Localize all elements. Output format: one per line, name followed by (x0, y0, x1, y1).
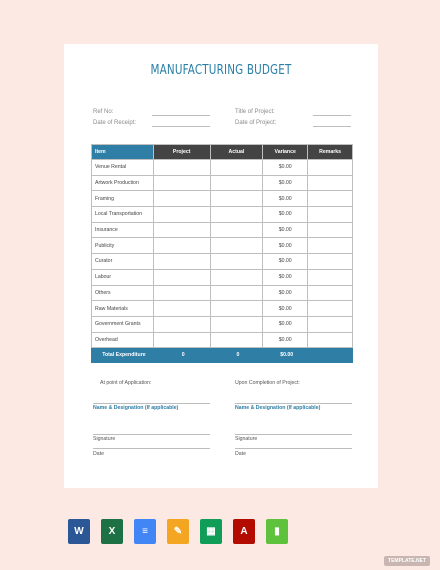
header-actual: Actual (210, 145, 263, 160)
right-signature-label: Signature (235, 436, 258, 442)
variance-cell: $0.00 (263, 254, 308, 270)
total-label-cell: Total Expenditure (92, 348, 154, 363)
project-cell[interactable] (153, 332, 210, 348)
google-sheets-icon[interactable]: ▦ (200, 519, 222, 544)
left-name-designation-label: Name & Designation (If applicable) (93, 405, 179, 411)
variance-cell: $0.00 (263, 269, 308, 285)
variance-cell: $0.00 (263, 160, 308, 176)
title-of-project-label: Title of Project: (235, 109, 275, 115)
remarks-cell[interactable] (308, 269, 353, 285)
project-cell[interactable] (153, 238, 210, 254)
remarks-cell[interactable] (308, 222, 353, 238)
budget-document (64, 44, 378, 488)
document-title: MANUFACTURING BUDGET (150, 63, 292, 78)
actual-cell[interactable] (210, 191, 263, 207)
table-row (92, 191, 353, 207)
right-date-label: Date (235, 451, 246, 457)
variance-cell: $0.00 (263, 316, 308, 332)
header-remarks: Remarks (308, 145, 353, 160)
remarks-cell[interactable] (308, 301, 353, 317)
budget-table (91, 144, 353, 363)
project-cell[interactable] (153, 191, 210, 207)
remarks-cell[interactable] (308, 175, 353, 191)
actual-cell[interactable] (210, 316, 263, 332)
actual-cell[interactable] (210, 269, 263, 285)
variance-cell: $0.00 (263, 191, 308, 207)
remarks-cell[interactable] (308, 191, 353, 207)
variance-cell: $0.00 (263, 332, 308, 348)
actual-cell[interactable] (210, 160, 263, 176)
item-cell: Overhead (92, 332, 154, 348)
remarks-cell[interactable] (308, 285, 353, 301)
right-date-line[interactable] (235, 448, 352, 449)
table-row (92, 175, 353, 191)
remarks-cell[interactable] (308, 332, 353, 348)
table-row (92, 332, 353, 348)
remarks-cell[interactable] (308, 207, 353, 223)
left-name-line[interactable] (93, 403, 210, 404)
item-cell: Insurance (92, 222, 154, 238)
right-signature-line[interactable] (235, 434, 352, 435)
project-cell[interactable] (153, 175, 210, 191)
excel-icon[interactable]: X (101, 519, 123, 544)
table-row (92, 269, 353, 285)
header-item: Item (92, 145, 154, 160)
item-cell: Others (92, 285, 154, 301)
ref-no-label: Ref No: (93, 109, 114, 115)
ref-no-line[interactable] (152, 115, 210, 116)
left-date-line[interactable] (93, 448, 210, 449)
word-icon[interactable]: W (68, 519, 90, 544)
item-cell: Artwork Production (92, 175, 154, 191)
table-row (92, 160, 353, 176)
remarks-cell[interactable] (308, 160, 353, 176)
item-cell: Labour (92, 269, 154, 285)
title-of-project-line[interactable] (313, 115, 351, 116)
table-row (92, 207, 353, 223)
right-name-line[interactable] (235, 403, 352, 404)
item-cell: Local Transportation (92, 207, 154, 223)
left-signature-label: Signature (93, 436, 116, 442)
right-signature-heading: Upon Completion of Project: (235, 380, 300, 386)
actual-cell[interactable] (210, 332, 263, 348)
actual-cell[interactable] (210, 238, 263, 254)
project-cell[interactable] (153, 316, 210, 332)
actual-cell[interactable] (210, 254, 263, 270)
variance-cell: $0.00 (263, 285, 308, 301)
left-date-label: Date (93, 451, 104, 457)
date-of-project-label: Date of Project: (235, 120, 277, 126)
actual-cell[interactable] (210, 175, 263, 191)
item-cell: Government Grants (92, 316, 154, 332)
header-project: Project (153, 145, 210, 160)
total-remarks-cell (308, 348, 353, 363)
actual-cell[interactable] (210, 301, 263, 317)
left-signature-line[interactable] (93, 434, 210, 435)
pages-icon[interactable]: ✎ (167, 519, 189, 544)
google-docs-icon[interactable]: ≡ (134, 519, 156, 544)
variance-cell: $0.00 (263, 238, 308, 254)
total-variance-cell: $0.00 (263, 348, 308, 363)
pdf-icon[interactable]: A (233, 519, 255, 544)
table-row (92, 301, 353, 317)
template-brand-logo: TEMPLATE.NET (384, 556, 430, 566)
table-row (92, 316, 353, 332)
actual-cell[interactable] (210, 207, 263, 223)
project-cell[interactable] (153, 207, 210, 223)
item-cell: Raw Materials (92, 301, 154, 317)
variance-cell: $0.00 (263, 301, 308, 317)
total-row (92, 348, 353, 363)
total-project-cell: 0 (153, 348, 210, 363)
table-row (92, 222, 353, 238)
project-cell[interactable] (153, 285, 210, 301)
project-cell[interactable] (153, 222, 210, 238)
variance-cell: $0.00 (263, 175, 308, 191)
project-cell[interactable] (153, 254, 210, 270)
header-variance: Variance (263, 145, 308, 160)
date-of-receipt-label: Date of Receipt: (93, 120, 137, 126)
left-signature-heading: At point of Application: (100, 380, 152, 386)
date-of-receipt-line[interactable] (152, 126, 210, 127)
right-name-designation-label: Name & Designation (If applicable) (235, 405, 321, 411)
remarks-cell[interactable] (308, 316, 353, 332)
remarks-cell[interactable] (308, 254, 353, 270)
table-row (92, 254, 353, 270)
actual-cell[interactable] (210, 222, 263, 238)
item-cell: Framing (92, 191, 154, 207)
actual-cell[interactable] (210, 285, 263, 301)
total-actual-cell: 0 (210, 348, 263, 363)
table-header-row (92, 145, 353, 160)
item-cell: Venue Rental (92, 160, 154, 176)
project-cell[interactable] (153, 160, 210, 176)
table-row (92, 238, 353, 254)
item-cell: Curator (92, 254, 154, 270)
table-row (92, 285, 353, 301)
variance-cell: $0.00 (263, 222, 308, 238)
remarks-cell[interactable] (308, 238, 353, 254)
item-cell: Publicity (92, 238, 154, 254)
project-cell[interactable] (153, 269, 210, 285)
project-cell[interactable] (153, 301, 210, 317)
numbers-icon[interactable]: ▮ (266, 519, 288, 544)
date-of-project-line[interactable] (313, 126, 351, 127)
variance-cell: $0.00 (263, 207, 308, 223)
